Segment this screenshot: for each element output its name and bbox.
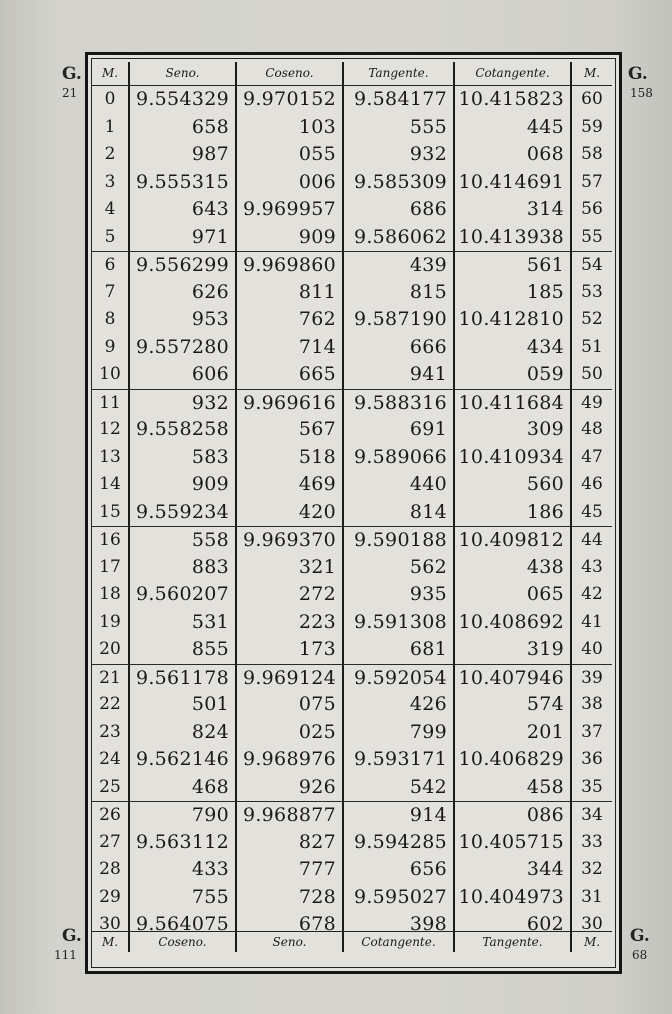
row-24-cotangente: 10.406829 — [455, 746, 572, 774]
row-18-minutes-complement: 42 — [581, 584, 603, 604]
row-13-tangente: 9.589066 — [344, 444, 455, 472]
row-29-coseno: 728 — [237, 884, 344, 912]
bottom-right-degree-label: G. — [630, 926, 650, 946]
row-15-coseno: 420 — [237, 499, 344, 527]
trig-table — [92, 62, 612, 952]
header-minutes: M. — [92, 62, 130, 86]
row-12-minutes: 12 — [92, 416, 130, 444]
row-4-cotangente: 314 — [455, 196, 572, 224]
row-17-coseno: 321 — [237, 554, 344, 582]
row-1-cotangente: 445 — [455, 114, 572, 142]
row-21-coseno: 9.969124 — [237, 664, 344, 692]
row-19-tangente: 9.591308 — [344, 609, 455, 637]
row-28-cotangente: 344 — [455, 856, 572, 884]
row-19-seno: 531 — [130, 609, 237, 637]
row-17-cotangente: 438 — [455, 554, 572, 582]
row-28-minutes-complement: 32 — [581, 859, 603, 879]
row-22-minutes: 22 — [92, 691, 130, 719]
row-21-minutes: 21 — [92, 664, 130, 692]
row-26-coseno: 9.968877 — [237, 801, 344, 829]
row-17-minutes: 17 — [92, 554, 130, 582]
row-16-minutes-complement: 44 — [572, 526, 612, 554]
row-20-cotangente: 319 — [455, 636, 572, 664]
row-29-seno: 755 — [130, 884, 237, 912]
row-13-minutes: 13 — [92, 444, 130, 472]
row-24-minutes: 24 — [92, 746, 130, 774]
row-0-coseno: 9.970152 — [237, 86, 344, 114]
row-11-minutes-complement: 49 — [572, 389, 612, 417]
row-0-minutes-complement: 60 — [581, 89, 603, 109]
row-5-coseno: 909 — [237, 224, 344, 252]
row-8-seno: 953 — [130, 306, 237, 334]
row-21-seno: 9.561178 — [130, 664, 237, 692]
row-2-seno: 987 — [130, 141, 237, 169]
row-5-cotangente: 10.413938 — [455, 224, 572, 252]
row-18-coseno: 272 — [237, 581, 344, 609]
row-22-tangente: 426 — [344, 691, 455, 719]
row-1-seno: 658 — [130, 114, 237, 142]
row-5-seno: 971 — [130, 224, 237, 252]
row-7-seno: 626 — [130, 279, 237, 307]
row-0-minutes: 0 — [92, 86, 130, 114]
row-14-coseno: 469 — [237, 471, 344, 499]
row-0-tangente: 9.584177 — [344, 86, 455, 114]
header-tangente: Tangente. — [344, 62, 455, 86]
row-14-tangente: 440 — [344, 471, 455, 499]
row-27-minutes-complement: 33 — [581, 831, 603, 852]
row-6-tangente: 439 — [344, 251, 455, 279]
row-11-coseno: 9.969616 — [237, 389, 344, 417]
row-14-minutes: 14 — [92, 471, 130, 499]
row-3-tangente: 9.585309 — [344, 169, 455, 197]
row-10-minutes-complement: 50 — [581, 364, 603, 384]
row-20-coseno: 173 — [237, 636, 344, 664]
row-1-coseno: 103 — [237, 114, 344, 142]
footer-seno: Coseno. — [130, 931, 237, 952]
row-15-seno: 9.559234 — [130, 499, 237, 527]
top-left-degree-label: G. — [62, 64, 82, 84]
row-19-minutes: 19 — [92, 609, 130, 637]
row-5-minutes: 5 — [92, 224, 130, 252]
row-26-seno: 790 — [130, 801, 237, 829]
row-6-coseno: 9.969860 — [237, 251, 344, 279]
row-16-tangente: 9.590188 — [344, 526, 455, 554]
bottom-left-degree-label: G. — [62, 926, 82, 946]
row-0-cotangente: 10.415823 — [455, 86, 572, 114]
row-13-seno: 583 — [130, 444, 237, 472]
row-26-minutes-complement: 34 — [572, 801, 612, 829]
row-18-minutes: 18 — [92, 581, 130, 609]
row-23-seno: 824 — [130, 719, 237, 747]
footer-coseno: Seno. — [237, 931, 344, 952]
row-10-seno: 606 — [130, 361, 237, 389]
row-9-minutes: 9 — [92, 334, 130, 362]
row-3-seno: 9.555315 — [130, 169, 237, 197]
row-7-coseno: 811 — [237, 279, 344, 307]
row-27-minutes: 27 — [92, 829, 130, 857]
row-26-cotangente: 086 — [455, 801, 572, 829]
row-23-cotangente: 201 — [455, 719, 572, 747]
row-4-coseno: 9.969957 — [237, 196, 344, 224]
row-25-minutes: 25 — [92, 774, 130, 802]
row-9-minutes-complement: 51 — [581, 336, 603, 357]
row-26-minutes: 26 — [92, 801, 130, 829]
row-27-seno: 9.563112 — [130, 829, 237, 857]
row-2-coseno: 055 — [237, 141, 344, 169]
row-25-cotangente: 458 — [455, 774, 572, 802]
row-10-minutes: 10 — [92, 361, 130, 389]
row-8-cotangente: 10.412810 — [455, 306, 572, 334]
row-12-tangente: 691 — [344, 416, 455, 444]
row-24-coseno: 9.968976 — [237, 746, 344, 774]
row-24-minutes-complement: 36 — [581, 749, 603, 769]
row-11-cotangente: 10.411684 — [455, 389, 572, 417]
row-5-minutes-complement: 55 — [581, 226, 603, 247]
row-26-tangente: 914 — [344, 801, 455, 829]
bottom-left-degree-number: 111 — [54, 948, 77, 962]
row-22-seno: 501 — [130, 691, 237, 719]
row-28-coseno: 777 — [237, 856, 344, 884]
row-21-minutes-complement: 39 — [572, 664, 612, 692]
row-19-minutes-complement: 41 — [581, 611, 603, 632]
row-2-tangente: 932 — [344, 141, 455, 169]
row-23-coseno: 025 — [237, 719, 344, 747]
row-29-cotangente: 10.404973 — [455, 884, 572, 912]
row-23-minutes: 23 — [92, 719, 130, 747]
row-14-cotangente: 560 — [455, 471, 572, 499]
row-3-minutes-complement: 57 — [581, 171, 603, 192]
row-15-minutes-complement: 45 — [581, 501, 603, 522]
row-25-seno: 468 — [130, 774, 237, 802]
row-11-minutes: 11 — [92, 389, 130, 417]
row-18-seno: 9.560207 — [130, 581, 237, 609]
row-15-minutes: 15 — [92, 499, 130, 527]
row-8-minutes: 8 — [92, 306, 130, 334]
row-20-tangente: 681 — [344, 636, 455, 664]
row-23-tangente: 799 — [344, 719, 455, 747]
row-19-cotangente: 10.408692 — [455, 609, 572, 637]
row-28-seno: 433 — [130, 856, 237, 884]
row-9-seno: 9.557280 — [130, 334, 237, 362]
row-15-tangente: 814 — [344, 499, 455, 527]
row-28-minutes: 28 — [92, 856, 130, 884]
row-3-minutes: 3 — [92, 169, 130, 197]
header-cotangente: Cotangente. — [455, 62, 572, 86]
row-12-cotangente: 309 — [455, 416, 572, 444]
row-7-minutes: 7 — [92, 279, 130, 307]
footer-tangente: Cotangente. — [344, 931, 455, 952]
row-29-minutes-complement: 31 — [581, 886, 603, 907]
row-9-cotangente: 434 — [455, 334, 572, 362]
row-10-tangente: 941 — [344, 361, 455, 389]
row-2-minutes: 2 — [92, 141, 130, 169]
row-1-minutes: 1 — [92, 114, 130, 142]
row-11-tangente: 9.588316 — [344, 389, 455, 417]
row-23-minutes-complement: 37 — [581, 721, 603, 742]
row-25-tangente: 542 — [344, 774, 455, 802]
row-17-tangente: 562 — [344, 554, 455, 582]
row-9-coseno: 714 — [237, 334, 344, 362]
row-7-tangente: 815 — [344, 279, 455, 307]
row-1-minutes-complement: 59 — [581, 116, 603, 137]
row-6-cotangente: 561 — [455, 251, 572, 279]
row-17-seno: 883 — [130, 554, 237, 582]
row-15-cotangente: 186 — [455, 499, 572, 527]
row-20-minutes-complement: 40 — [581, 639, 603, 659]
row-22-minutes-complement: 38 — [581, 694, 603, 714]
row-30-minutes-complement: 30 — [581, 914, 603, 934]
footer-cotangente: Tangente. — [455, 931, 572, 952]
row-4-minutes: 4 — [92, 196, 130, 224]
footer-minutes-complement: M. — [572, 931, 612, 952]
row-13-cotangente: 10.410934 — [455, 444, 572, 472]
row-4-seno: 643 — [130, 196, 237, 224]
row-24-tangente: 9.593171 — [344, 746, 455, 774]
row-14-seno: 909 — [130, 471, 237, 499]
row-2-cotangente: 068 — [455, 141, 572, 169]
row-10-cotangente: 059 — [455, 361, 572, 389]
row-18-cotangente: 065 — [455, 581, 572, 609]
row-12-seno: 9.558258 — [130, 416, 237, 444]
row-2-minutes-complement: 58 — [581, 144, 603, 164]
row-9-tangente: 666 — [344, 334, 455, 362]
row-0-seno: 9.554329 — [130, 86, 237, 114]
top-left-degree-number: 21 — [62, 86, 78, 100]
header-minutes-complement: M. — [572, 62, 612, 86]
row-27-coseno: 827 — [237, 829, 344, 857]
row-30-tangente: 398 — [344, 911, 455, 931]
row-14-minutes-complement: 46 — [581, 474, 603, 494]
row-16-minutes: 16 — [92, 526, 130, 554]
row-12-coseno: 567 — [237, 416, 344, 444]
row-29-tangente: 9.595027 — [344, 884, 455, 912]
row-25-coseno: 926 — [237, 774, 344, 802]
row-13-coseno: 518 — [237, 444, 344, 472]
row-28-tangente: 656 — [344, 856, 455, 884]
bottom-right-degree-number: 68 — [632, 948, 648, 962]
row-7-cotangente: 185 — [455, 279, 572, 307]
row-16-coseno: 9.969370 — [237, 526, 344, 554]
row-6-minutes: 6 — [92, 251, 130, 279]
top-right-degree-number: 158 — [630, 86, 653, 100]
row-16-seno: 558 — [130, 526, 237, 554]
row-4-minutes-complement: 56 — [581, 199, 603, 219]
row-3-coseno: 006 — [237, 169, 344, 197]
row-21-tangente: 9.592054 — [344, 664, 455, 692]
row-8-coseno: 762 — [237, 306, 344, 334]
row-12-minutes-complement: 48 — [581, 419, 603, 439]
row-6-seno: 9.556299 — [130, 251, 237, 279]
row-1-tangente: 555 — [344, 114, 455, 142]
row-10-coseno: 665 — [237, 361, 344, 389]
header-seno: Seno. — [130, 62, 237, 86]
row-22-coseno: 075 — [237, 691, 344, 719]
row-17-minutes-complement: 43 — [581, 556, 603, 577]
row-22-cotangente: 574 — [455, 691, 572, 719]
row-27-tangente: 9.594285 — [344, 829, 455, 857]
row-30-coseno: 678 — [237, 911, 344, 931]
row-19-coseno: 223 — [237, 609, 344, 637]
row-4-tangente: 686 — [344, 196, 455, 224]
row-16-cotangente: 10.409812 — [455, 526, 572, 554]
row-20-seno: 855 — [130, 636, 237, 664]
row-20-minutes: 20 — [92, 636, 130, 664]
row-8-minutes-complement: 52 — [581, 309, 603, 329]
row-7-minutes-complement: 53 — [581, 281, 603, 302]
row-8-tangente: 9.587190 — [344, 306, 455, 334]
row-11-seno: 932 — [130, 389, 237, 417]
row-25-minutes-complement: 35 — [581, 776, 603, 797]
row-21-cotangente: 10.407946 — [455, 664, 572, 692]
footer-minutes: M. — [92, 931, 130, 952]
row-30-cotangente: 602 — [455, 911, 572, 931]
row-18-tangente: 935 — [344, 581, 455, 609]
header-coseno: Coseno. — [237, 62, 344, 86]
top-right-degree-label: G. — [628, 64, 648, 84]
row-29-minutes: 29 — [92, 884, 130, 912]
row-30-seno: 9.564075 — [130, 911, 237, 931]
row-27-cotangente: 10.405715 — [455, 829, 572, 857]
row-6-minutes-complement: 54 — [572, 251, 612, 279]
row-5-tangente: 9.586062 — [344, 224, 455, 252]
row-13-minutes-complement: 47 — [581, 446, 603, 467]
row-30-minutes: 30 — [92, 911, 130, 931]
row-3-cotangente: 10.414691 — [455, 169, 572, 197]
row-24-seno: 9.562146 — [130, 746, 237, 774]
